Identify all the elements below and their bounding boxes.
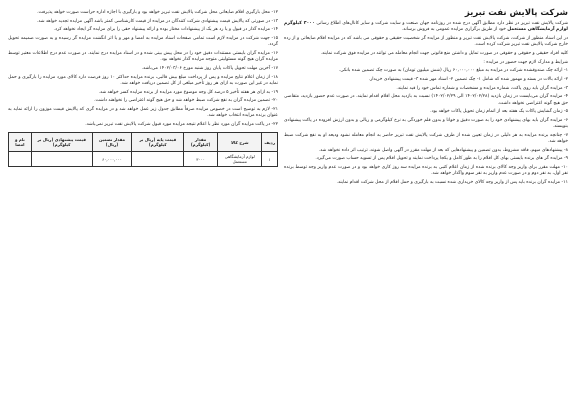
lp-7: ۱۹- به ازای هر هفته تأخیر ۵ درصد کل وجه موضوع مورد مزایده از برنده مزایده کسر خواهد شد. xyxy=(98,89,278,95)
lp-10: ۲۲- در پاکت مزایده گران مورد نظر با اعلام نتیجه مزایده مورد قبول شرکت پالایش نفت تبریز نمی‌باشد. xyxy=(85,121,278,127)
table-cell xyxy=(9,152,32,167)
intro-paragraph xyxy=(284,21,568,33)
table-header-cell: نام و امضا xyxy=(9,133,32,152)
table-cell: ۶۰,۰۰۰,۰۰۰ xyxy=(92,152,132,167)
lp-2: ۱۴- مزایده گذار در قبول و یا رد هر یک از پیشنهادات مختار بوده و ارائه پیشنهاد حقی را برای مزایده گر ایجاد نخواهد کرد. xyxy=(53,27,278,33)
table-cell: ۳۰۰۰ xyxy=(184,152,218,167)
intro-after: خود از طریق برگزاری مزایده عمومی به فروش برساند. xyxy=(401,27,508,33)
lp-4: ۱۶- مزایده گران بایستی مستندات دقیق خود را در محل پیش بینی شده و در اسناد مزایده درج نمایند. در صورت عدم درج اطلاعات معتبر توسط مزایده گران هیچ گونه مسئولیتی متوجه مزایده گذار نخواهد بود. xyxy=(8,51,278,63)
lp-6: ۱۸- از زمان اعلام نتایج مزایده و پس از پرداخت مبلغ بیش قالبی، برنده مزایده حداکثر ۱۰ روز فرصت دارد کالای مورد مزایده را بارگیری و حمل نماید در غیر این صورت به ازای هر روز تأخیر مبلغی از کل تضمین دریافت خواهد شد. xyxy=(8,74,278,86)
lp-0: ۱۲- محل بارگیری اقلام ضایعاتی محل شرکت پالایش نفت تبریز خواهد بود و بارگیری با اجازه اداره حراست صورت خواهد پذیرفت. xyxy=(37,10,278,15)
right-column xyxy=(284,8,568,189)
rp-11: ۹- مزایده گر های برنده بایستی بهای کل اقلام را به طور کامل و یکجا پرداخت نمایند و تحویل اقلام پس از تسویه حساب صورت می‌گیرد. xyxy=(315,156,568,162)
rp-6: ۴- مزایده گران می‌بایست در زمان بازدید (۱۴۰۲/۰۲/۲۸ الی ۱۴۰۲/۰۲/۲۹) نسبت به بازدید محل اقلام اقدام نمایند. در صورت عدم حضور بازدید، متقاضی حق هیچ گونه اعتراضی نخواهد داشت. xyxy=(284,94,569,106)
lp-9: ۲۱- لازم به توضیح است در خصوص مزایده صرفاً مطابق جدول زیر عمل خواهد شد و در مزایده گری که پالایش قیمت موزون را ارائه نماید به عنوان برنده مزایده انتخاب خواهد شد. xyxy=(8,106,278,119)
rp-8: ۶- مزایده گران باید بهای پیشنهادی خود را به صورت دقیق و خوانا و بدون قلم خوردگی به نرخ کیلوگرمی و ریالی و بدون ارزش افزوده در پاکت پیشنهادی بنویسند. xyxy=(284,117,568,130)
rp-2: شرایط و مدارک لازم جهت حضور در مزایده : xyxy=(483,59,568,65)
rp-13: ۱۱- مزایده گران برنده باید پس از واریز وجه کالای خریداری شده نسبت به بارگیری و حمل اقلام از محل شرکت اقدام نمایند. xyxy=(336,180,568,186)
intro-before: شرکت پالایش نفت تبریز در نظر دارد مطابق آگهی درج شده در روزنامه جهان صنعت و سایت شرکت و سایر کانال‌های اطلاع رسانی xyxy=(314,21,568,26)
intro-bold: ۳۰۰۰ کیلوگرم لوازم آزمایشگاهی مستعمل xyxy=(284,21,568,33)
left-column xyxy=(8,10,278,167)
table-cell xyxy=(31,152,92,167)
page-title: شرکت پالایش نفت تبریز xyxy=(464,8,568,18)
rp-9: ۷- چنانچه برنده مزایده به هر دلیلی در زمان تعیین شده از طرف شرکت پالایش نفت تبریز حاضر به انجام معامله نشود ودیعه او به نفع شرکت ضبط خواهد شد. xyxy=(284,132,568,145)
rp-1: کلیه افراد حقیقی و حقوقی و حقوقی در صورت تمایل و داشتن منع قانونی جهت انجام معامله می توانند در مزایده فوق شرکت نمایند. xyxy=(320,50,568,56)
lp-3: ۱۵- جهت شرکت در مزایده لازم است تمامی صفحات اسناد مزایده به امضا و مهر و یا اثر انگشت مزایده گر رسیده و به صورت ضمیمه تحویل گردد. xyxy=(8,36,278,48)
rp-5: ۳- مزایده گران باید روی پاکت، شماره مزایده و مشخصات و شماره تماس خود را قید نمایند. xyxy=(396,85,568,91)
rp-10: ۸- پیشنهادهای مبهم، فاقد مشروط، بدون تضمین و پیشنهادهایی که بعد از مهلت مقرر در آگهی واصل شوند، ترتیب اثر داده نخواهد شد. xyxy=(318,147,568,153)
table-cell: لوازم آزمایشگاهی مستعمل xyxy=(218,152,262,167)
items-table xyxy=(8,132,278,167)
rp-0: در این اسناد منظور از شرکت، شرکت پالایش نفت تبریز و منظور از مزایده گر شخصیت حقیقی و حقوقی می باشد که در مزایده اقلام ضایعاتی و از رده خارج شرکت پالایش نفت تبریز شرکت کرده است. xyxy=(284,35,568,48)
table-header-cell: مقدار (کیلوگرم) xyxy=(184,133,218,152)
table-header-cell: قیمت پیشنهادی (ریال بر کیلوگرم) xyxy=(31,133,92,152)
lp-1: ۱۳- در صورتی که پالایش قیمت پیشنهادی شرکت کنندگان در مزایده از قیمت کارشناسی کمتر باشد آگهی مزایده تجدید خواهد شد. xyxy=(36,18,278,24)
rp-12: ۱۰- مهلت مقرر برای واریز وجه کالای برنده شده از زمان اعلام کتبی به برنده مزایده سه روز کاری خواهد بود و در صورت عدم واریز وجه توسط برنده نفر اول، به نفر دوم و در صورت عدم واریز به نفر سوم واگذار خواهد شد. xyxy=(284,165,568,177)
table-cell xyxy=(132,152,184,167)
table-header-cell: ردیف xyxy=(262,133,278,152)
rp-7: ۵- زمان گشایش پاکات یک هفته بعد از اتمام زمان تحویل پاکات خواهد بود. xyxy=(430,109,568,115)
lp-8: ۲۰- تضمین مزایده گران به نفع شرکت ضبط خواهد شد و حق هیچ گونه اعتراضی را نخواهند داشت. xyxy=(94,98,278,104)
rp-4: ۲- ارائه بالات در بسته و مهمور شده که شامل ۱- چک تضمین ۲- اسناد مهر شده ۳- قیمت پیشنهادی خریدار. xyxy=(368,76,568,82)
table-header-cell: قیمت پایه (ریال بر کیلوگرم) xyxy=(132,133,184,152)
table-row xyxy=(9,152,278,167)
table-cell: ۱ xyxy=(262,152,278,167)
table-header-cell: مقدار تضمین (ریال) xyxy=(92,133,132,152)
rp-3: ۱- ارائه چک صندوقشده شرکت در مزایده به مبلغ ۶۰,۰۰۰,۰۰۰ ریال (شش میلیون تومان) به صورت چک تضمین شده بانکی. xyxy=(338,68,568,74)
table-header-cell: شرح کالا xyxy=(218,133,262,152)
lp-5: ۱۷- آخرین مهلت تحویل پاکات پایان روز شنبه مورخ ۱۴۰۲/۰۳/۰۶ می‌باشد. xyxy=(141,65,278,71)
table-header-row xyxy=(9,133,278,152)
